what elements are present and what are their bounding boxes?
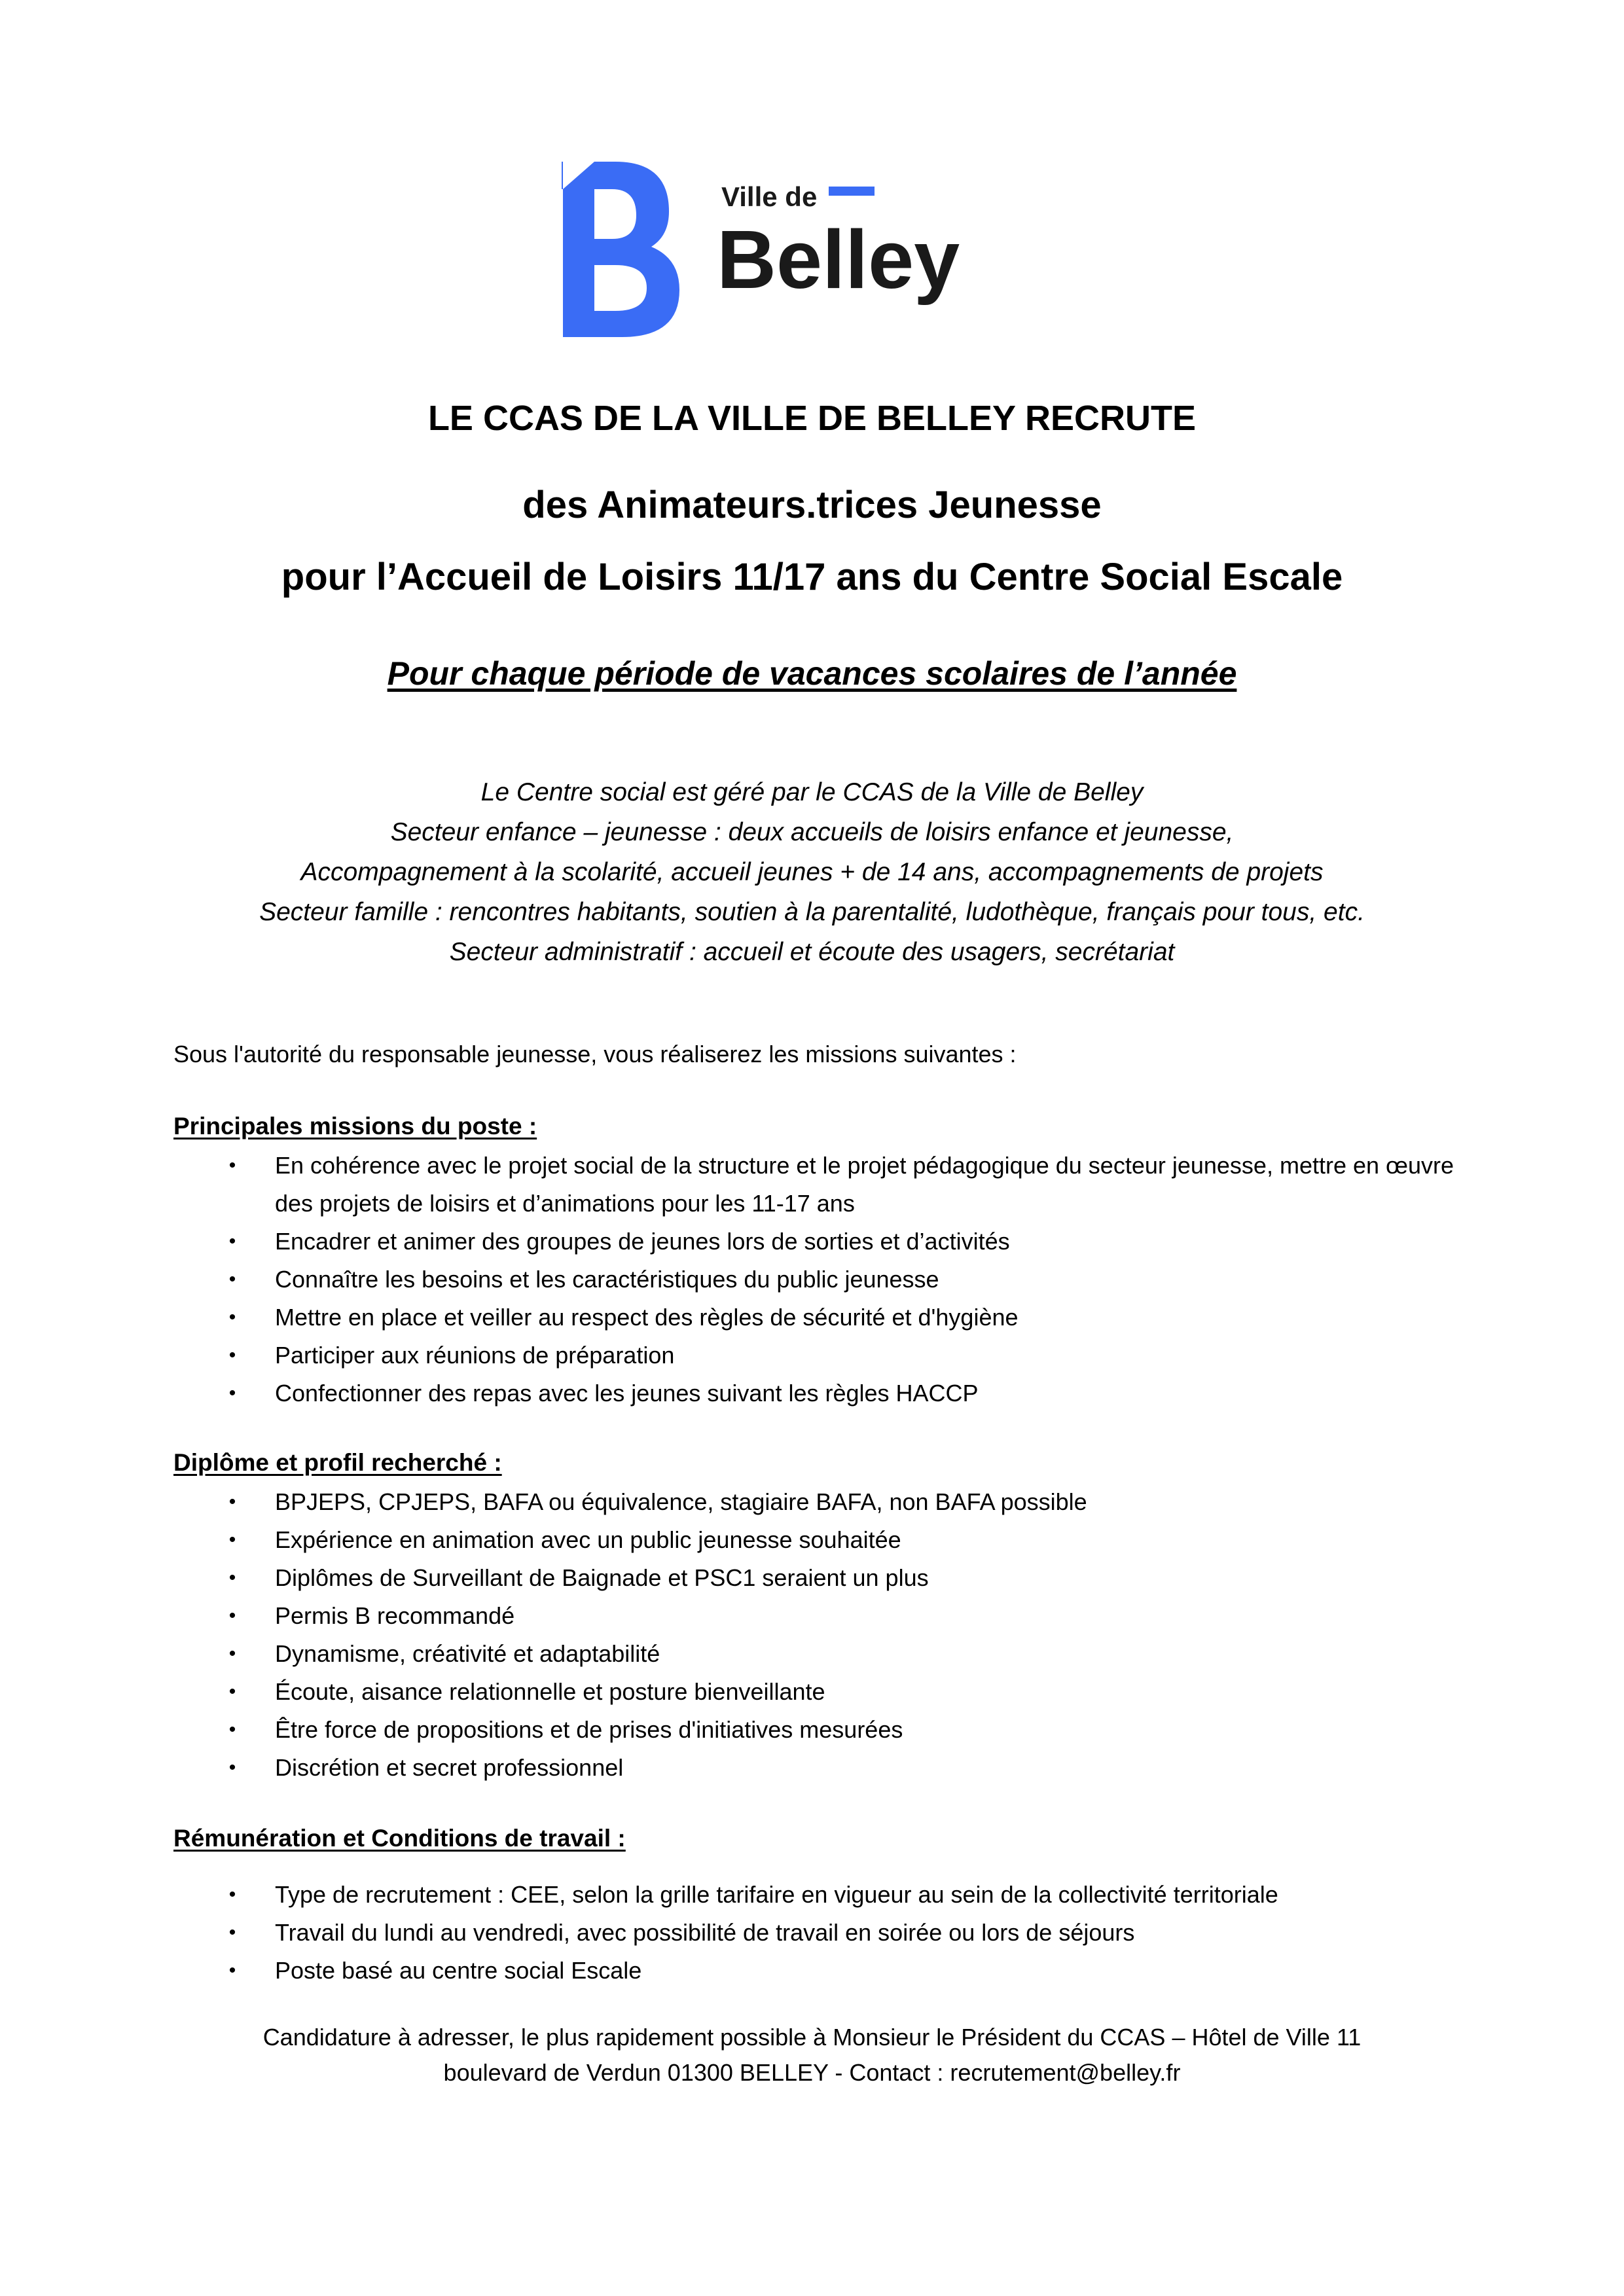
- list-item: [223, 1952, 1466, 1990]
- conditions-list: [223, 1876, 1466, 1990]
- list-item-text: Encadrer et animer des groupes de jeunes lors de sorties et d’activités: [275, 1228, 1010, 1255]
- bullet-icon: •: [228, 1884, 236, 1905]
- list-item: [223, 1483, 1466, 1521]
- list-item-text: Diplômes de Surveillant de Baignade et PSC1 seraient un plus: [275, 1564, 929, 1591]
- application-footer: [0, 2020, 1624, 2090]
- list-item-text: Discrétion et secret professionnel: [275, 1754, 624, 1781]
- bullet-icon: •: [228, 1491, 236, 1513]
- section-title-missions: Principales missions du poste :: [173, 1113, 537, 1139]
- position-title: des Animateurs.trices Jeunesse: [522, 484, 1102, 526]
- intro-text: Sous l'autorité du responsable jeunesse, vous réaliserez les missions suivantes :: [173, 1041, 1017, 1067]
- logo-big-text: Belley: [717, 213, 960, 306]
- bullet-icon: •: [228, 1960, 236, 1981]
- logo-b-stem: [563, 189, 594, 337]
- list-item-text: En cohérence avec le projet social de la structure et le projet pédagogique du secteur jeunesse, mettre en œuvre des projets de loisirs et d’animations pour les 11-17 ans: [275, 1152, 1454, 1217]
- list-item: [223, 1223, 1466, 1261]
- centre-description: [0, 772, 1624, 972]
- profile-list: [223, 1483, 1466, 1787]
- place-title: pour l’Accueil de Loisirs 11/17 ans du Centre Social Escale: [281, 556, 1343, 598]
- bullet-icon: •: [228, 1605, 236, 1626]
- list-item: [223, 1597, 1466, 1635]
- list-item: [223, 1299, 1466, 1336]
- list-item: [223, 1711, 1466, 1749]
- bullet-icon: •: [228, 1681, 236, 1702]
- section-title-conditions: Rémunération et Conditions de travail :: [173, 1825, 626, 1852]
- list-item: [223, 1914, 1466, 1952]
- belley-logo-graphic: [517, 121, 1041, 350]
- list-item-text: Être force de propositions et de prises d'initiatives mesurées: [275, 1716, 903, 1743]
- period-subtitle: Pour chaque période de vacances scolaires de l’année: [387, 655, 1237, 692]
- list-item: [223, 1559, 1466, 1597]
- description-line: Secteur administratif : accueil et écoute des usagers, secrétariat: [449, 938, 1175, 966]
- list-item: [223, 1336, 1466, 1374]
- bullet-icon: •: [228, 1757, 236, 1778]
- list-item: [223, 1673, 1466, 1711]
- description-line: Le Centre social est géré par le CCAS de la Ville de Belley: [480, 778, 1144, 806]
- list-item: [223, 1635, 1466, 1673]
- list-item-text: Poste basé au centre social Escale: [275, 1957, 642, 1984]
- bullet-icon: •: [228, 1567, 236, 1588]
- list-item: [223, 1261, 1466, 1299]
- description-line: Secteur famille : rencontres habitants, soutien à la parentalité, ludothèque, français pour tous, etc.: [259, 898, 1365, 926]
- list-item-text: Permis B recommandé: [275, 1602, 515, 1629]
- footer-line: boulevard de Verdun 01300 BELLEY - Contact : recrutement@belley.fr: [443, 2059, 1181, 2086]
- footer-line: Candidature à adresser, le plus rapidement possible à Monsieur le Président du CCAS – Hôtel de Ville 11: [262, 2024, 1362, 2051]
- list-item-text: Type de recrutement : CEE, selon la grille tarifaire en vigueur au sein de la collectivité territoriale: [275, 1881, 1278, 1908]
- list-item: [223, 1876, 1466, 1914]
- bullet-icon: •: [228, 1529, 236, 1551]
- list-item-text: Dynamisme, créativité et adaptabilité: [275, 1640, 660, 1667]
- list-item-text: Expérience en animation avec un public jeunesse souhaitée: [275, 1526, 901, 1553]
- list-item-text: BPJEPS, CPJEPS, BAFA ou équivalence, stagiaire BAFA, non BAFA possible: [275, 1488, 1087, 1515]
- page-title: LE CCAS DE LA VILLE DE BELLEY RECRUTE: [427, 399, 1197, 438]
- list-item-text: Confectionner des repas avec les jeunes suivant les règles HACCP: [275, 1380, 979, 1407]
- list-item: [223, 1749, 1466, 1787]
- section-title-profile: Diplôme et profil recherché :: [173, 1449, 502, 1476]
- bullet-icon: •: [228, 1922, 236, 1943]
- list-item-text: Travail du lundi au vendredi, avec possibilité de travail en soirée ou lors de séjours: [275, 1919, 1135, 1946]
- list-item-text: Mettre en place et veiller au respect des règles de sécurité et d'hygiène: [275, 1304, 1019, 1331]
- bullet-icon: •: [228, 1230, 236, 1252]
- bullet-icon: •: [228, 1643, 236, 1664]
- list-item-text: Participer aux réunions de préparation: [275, 1342, 675, 1369]
- list-item-text: Écoute, aisance relationnelle et posture bienveillante: [275, 1678, 825, 1705]
- bullet-icon: •: [228, 1382, 236, 1404]
- list-item-text: Connaître les besoins et les caractéristiques du public jeunesse: [275, 1266, 939, 1293]
- logo-accent-bar: [829, 187, 875, 196]
- bullet-icon: •: [228, 1306, 236, 1328]
- logo-small-text: Ville de: [721, 181, 818, 212]
- bullet-icon: •: [228, 1344, 236, 1366]
- missions-list: [223, 1147, 1466, 1412]
- list-item: [223, 1147, 1466, 1223]
- bullet-icon: •: [228, 1719, 236, 1740]
- description-line: Accompagnement à la scolarité, accueil jeunes + de 14 ans, accompagnements de projets: [300, 858, 1324, 886]
- list-item: [223, 1521, 1466, 1559]
- list-item: [223, 1374, 1466, 1412]
- description-line: Secteur enfance – jeunesse : deux accueils de loisirs enfance et jeunesse,: [390, 818, 1234, 846]
- ville-de-belley-logo: [517, 121, 1041, 350]
- bullet-icon: •: [228, 1268, 236, 1290]
- bullet-icon: •: [228, 1155, 236, 1176]
